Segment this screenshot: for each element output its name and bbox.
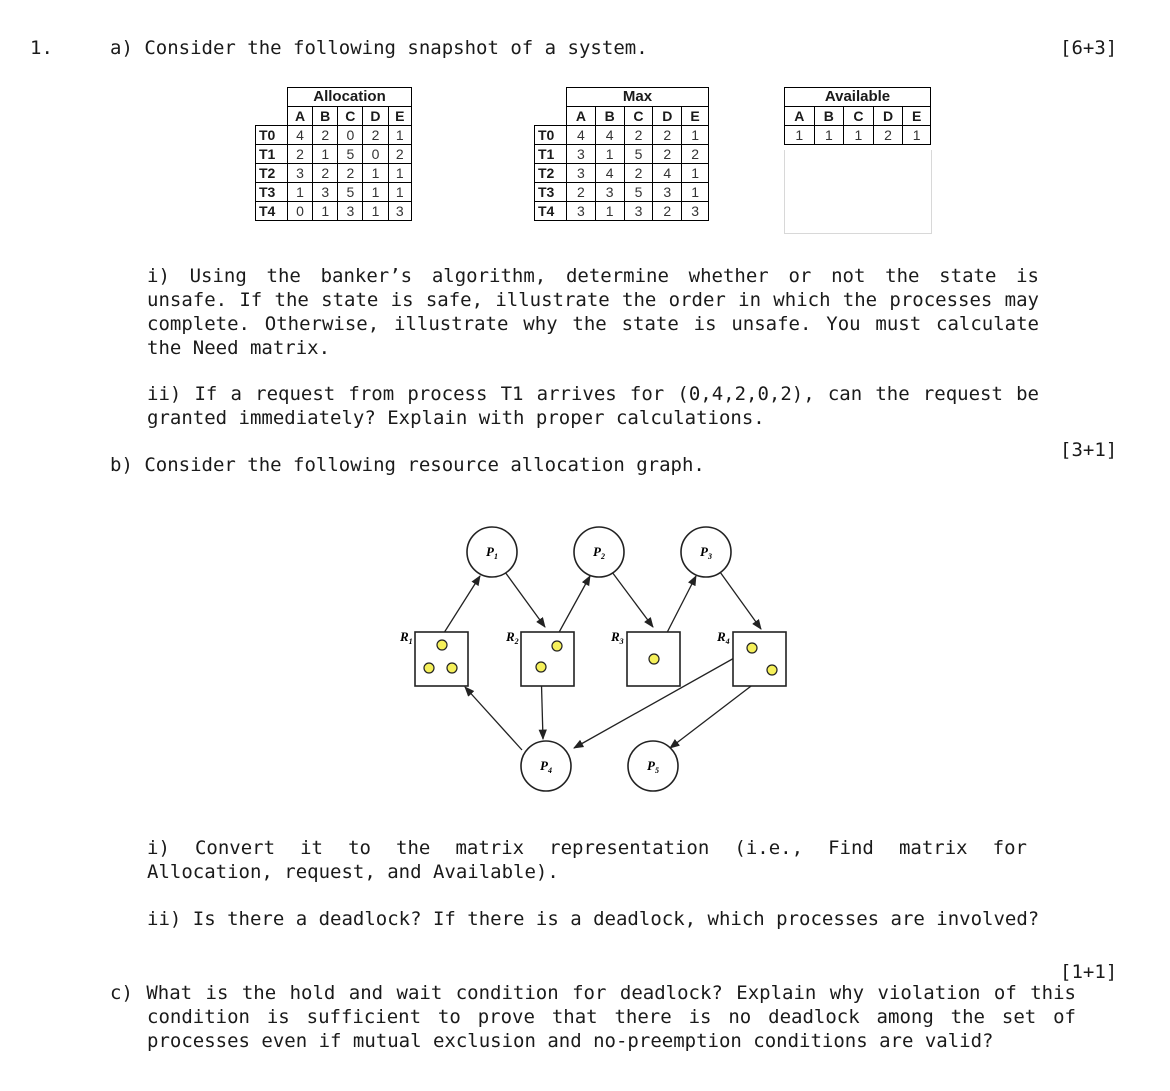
max-cell: 2 [653, 126, 682, 145]
allocation-row-label: T1 [256, 145, 288, 164]
available-table [784, 87, 931, 145]
allocation-cell: 1 [388, 126, 411, 145]
allocation-column-header: C [338, 107, 363, 126]
available-frame [784, 150, 932, 234]
allocation-table [255, 87, 412, 221]
allocation-row-label: T4 [256, 202, 288, 221]
allocation-row-label: T0 [256, 126, 288, 145]
max-row-label: T2 [535, 164, 567, 183]
max-column-header: D [653, 107, 682, 126]
max-corner [535, 107, 567, 126]
max-column-header: B [595, 107, 624, 126]
r4-instance-dot [747, 643, 757, 653]
max-cell: 2 [682, 145, 709, 164]
r4-instance-dot [767, 665, 777, 675]
process-p3-label: $P_3$ [700, 544, 712, 561]
edge-p2-r3 [612, 572, 653, 627]
allocation-row [256, 202, 412, 221]
edge-p1-r2 [505, 572, 545, 627]
max-cell: 3 [567, 145, 596, 164]
max-cell: 4 [595, 126, 624, 145]
available-column-header: D [873, 107, 903, 126]
max-cell: 3 [624, 202, 653, 221]
allocation-cell: 0 [288, 202, 313, 221]
part-c-text: c) What is the hold and wait condition for deadlock? Explain why violation of this condition is sufficient to prove that there is no deadlock among the set of processes even if mutual exclusion and no-preemption conditions are valid? [110, 982, 1076, 1052]
r2-instance-dot [552, 641, 562, 651]
r1-instance-dot [447, 663, 457, 673]
available-cell: 1 [903, 126, 931, 145]
allocation-cell: 1 [363, 183, 388, 202]
part-b-intro: b) Consider the following resource allocation graph. [110, 454, 705, 476]
r3-instance-dot [649, 654, 659, 664]
allocation-cell: 1 [313, 202, 338, 221]
max-row [535, 164, 709, 183]
max-cell: 3 [682, 202, 709, 221]
max-cell: 4 [567, 126, 596, 145]
max-cell: 5 [624, 183, 653, 202]
max-row [535, 126, 709, 145]
allocation-cell: 0 [338, 126, 363, 145]
r1-instance-dot [437, 640, 447, 650]
part-a-ii-text: ii) If a request from process T1 arrives for (0,4,2,0,2), can the request be granted immediately? Explain with proper calculations. [147, 383, 1039, 429]
available-cell: 1 [844, 126, 874, 145]
allocation-cell: 3 [313, 183, 338, 202]
allocation-corner [256, 107, 288, 126]
allocation-column-header: A [288, 107, 313, 126]
available-column-header: E [903, 107, 931, 126]
max-row-label: T1 [535, 145, 567, 164]
available-column-header: C [844, 107, 874, 126]
allocation-title: Allocation [288, 88, 412, 107]
max-row-label: T4 [535, 202, 567, 221]
allocation-row [256, 164, 412, 183]
edge-r1-p1 [442, 576, 480, 636]
edge-p4-r1 [465, 687, 522, 750]
part-a-marks: [6+3] [1060, 37, 1118, 59]
allocation-cell: 1 [288, 183, 313, 202]
process-p4-label: $P_4$ [540, 758, 552, 775]
allocation-row-label: T2 [256, 164, 288, 183]
allocation-cell: 1 [363, 202, 388, 221]
allocation-cell: 5 [338, 145, 363, 164]
part-c-marks: [1+1] [1060, 961, 1118, 983]
allocation-cell: 4 [288, 126, 313, 145]
max-cell: 5 [624, 145, 653, 164]
resource-r4-box [733, 632, 786, 686]
max-title: Max [567, 88, 709, 107]
part-a-intro: a) Consider the following snapshot of a system. [110, 37, 648, 59]
allocation-row [256, 126, 412, 145]
allocation-cell: 3 [288, 164, 313, 183]
question-number: 1. [30, 37, 53, 59]
max-cell: 3 [653, 183, 682, 202]
max-cell: 1 [682, 126, 709, 145]
part-a-i-text: i) Using the banker’s algorithm, determine whether or not the state is unsafe. If the state is safe, illustrate the order in which the processes may complete. Otherwise, illustrate why the state is unsafe. You must calculate the Need matrix. [147, 265, 1039, 359]
max-row [535, 183, 709, 202]
max-row-label: T0 [535, 126, 567, 145]
allocation-row-label: T3 [256, 183, 288, 202]
max-row-label: T3 [535, 183, 567, 202]
allocation-cell: 1 [363, 164, 388, 183]
max-corner [535, 88, 567, 107]
max-row [535, 202, 709, 221]
max-cell: 1 [682, 164, 709, 183]
max-row [535, 145, 709, 164]
max-column-header: A [567, 107, 596, 126]
available-column-header: B [814, 107, 844, 126]
graph-edges [442, 572, 772, 750]
allocation-cell: 1 [388, 183, 411, 202]
max-column-header: C [624, 107, 653, 126]
allocation-cell: 1 [388, 164, 411, 183]
available-title: Available [785, 88, 931, 107]
resource-allocation-graph [380, 510, 820, 810]
r2-instance-dot [536, 662, 546, 672]
allocation-cell: 2 [388, 145, 411, 164]
available-cell: 1 [814, 126, 844, 145]
max-cell: 2 [624, 164, 653, 183]
max-table [534, 87, 709, 221]
allocation-row [256, 183, 412, 202]
allocation-cell: 3 [388, 202, 411, 221]
resource-r2-label: $R_2$ [506, 629, 519, 646]
max-cell: 2 [653, 145, 682, 164]
part-b-ii-text: ii) Is there a deadlock? If there is a deadlock, which processes are involved? [147, 908, 1040, 930]
max-cell: 1 [595, 202, 624, 221]
resource-r1-label: $R_1$ [400, 629, 413, 646]
process-p5-label: $P_5$ [647, 758, 659, 775]
edge-r2-p2 [557, 576, 590, 636]
max-cell: 3 [595, 183, 624, 202]
allocation-cell: 2 [313, 126, 338, 145]
allocation-cell: 0 [363, 145, 388, 164]
allocation-cell: 2 [288, 145, 313, 164]
r1-instance-dot [424, 663, 434, 673]
allocation-cell: 2 [363, 126, 388, 145]
max-cell: 2 [624, 126, 653, 145]
allocation-column-header: D [363, 107, 388, 126]
max-cell: 3 [567, 202, 596, 221]
max-cell: 1 [682, 183, 709, 202]
available-cell: 1 [785, 126, 815, 145]
edge-p3-r4 [720, 572, 761, 629]
part-b-i-text: i) Convert it to the matrix representation (i.e., Find matrix for Allocation, request, and Available). [147, 837, 1027, 883]
allocation-cell: 5 [338, 183, 363, 202]
resource-r2-box [521, 632, 574, 686]
available-cell: 2 [873, 126, 903, 145]
max-cell: 1 [595, 145, 624, 164]
max-cell: 4 [595, 164, 624, 183]
resource-r3-label: $R_3$ [611, 629, 624, 646]
allocation-cell: 1 [313, 145, 338, 164]
max-cell: 2 [567, 183, 596, 202]
available-column-header: A [785, 107, 815, 126]
resource-r4-label: $R_4$ [717, 629, 730, 646]
allocation-cell: 3 [338, 202, 363, 221]
part-b-marks: [3+1] [1060, 439, 1118, 461]
allocation-column-header: E [388, 107, 411, 126]
allocation-column-header: B [313, 107, 338, 126]
allocation-row [256, 145, 412, 164]
max-cell: 3 [567, 164, 596, 183]
max-cell: 2 [653, 202, 682, 221]
allocation-cell: 2 [338, 164, 363, 183]
allocation-cell: 2 [313, 164, 338, 183]
max-cell: 4 [653, 164, 682, 183]
process-p2-label: $P_2$ [593, 544, 605, 561]
allocation-corner [256, 88, 288, 107]
process-p1-label: $P_1$ [486, 544, 498, 561]
max-column-header: E [682, 107, 709, 126]
